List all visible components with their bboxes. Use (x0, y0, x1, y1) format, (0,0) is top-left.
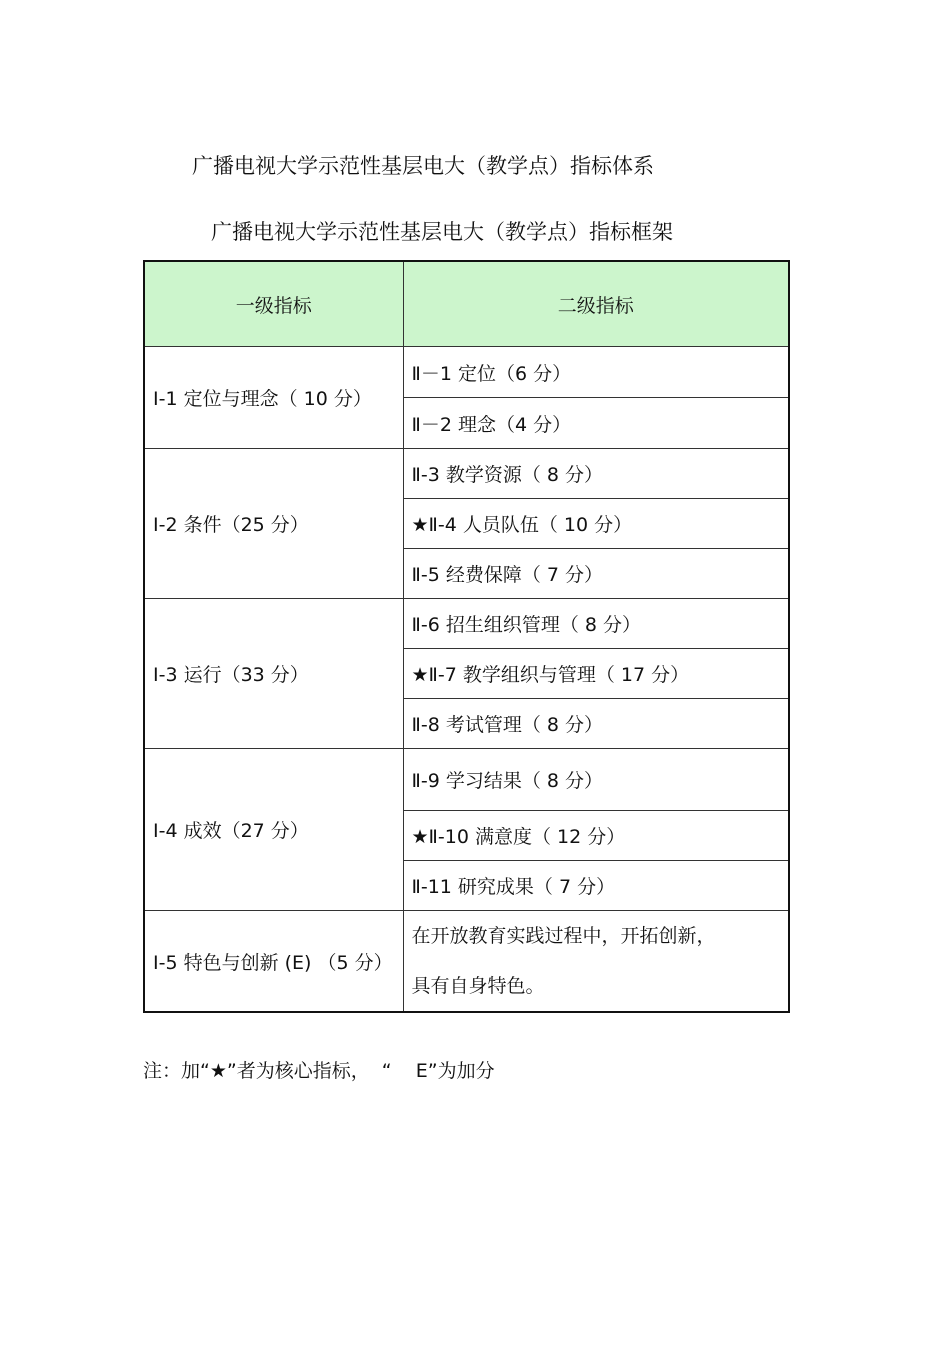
level2-cell: Ⅱ－2 理念（4 分） (403, 398, 789, 449)
indicator-framework-table (143, 260, 790, 1013)
innovation-line-1: 在开放教育实践过程中，开拓创新， (411, 925, 716, 947)
level2-cell: Ⅱ-9 学习结果（ 8 分） (403, 749, 789, 811)
level1-cell-2: I-2 条件（25 分） (144, 449, 403, 599)
document-title: 广播电视大学示范性基层电大（教学点）指标体系 (192, 154, 654, 178)
level1-cell-1: I-1 定位与理念（ 10 分） (144, 347, 403, 449)
header-level1: 一级指标 (144, 261, 403, 347)
level2-cell: Ⅱ-8 考试管理（ 8 分） (403, 699, 789, 749)
level1-cell-4: I-4 成效（27 分） (144, 749, 403, 911)
level2-cell-core: ★Ⅱ-4 人员队伍（ 10 分） (403, 499, 789, 549)
level2-cell-core: ★Ⅱ-10 满意度（ 12 分） (403, 811, 789, 861)
level2-cell: Ⅱ-3 教学资源（ 8 分） (403, 449, 789, 499)
level2-cell-core: ★Ⅱ-7 教学组织与管理（ 17 分） (403, 649, 789, 699)
level1-cell-5: I-5 特色与创新 (E) （5 分） (144, 911, 403, 1013)
innovation-description-cell (403, 911, 789, 1013)
footnote: 注：加“★”者为核心指标， “ E”为加分 (143, 1060, 495, 1082)
table-row (144, 749, 789, 811)
table-row (144, 449, 789, 499)
level1-cell-3: I-3 运行（33 分） (144, 599, 403, 749)
table-row (144, 911, 789, 1013)
table-header-row (144, 261, 789, 347)
level2-cell: Ⅱ-5 经费保障（ 7 分） (403, 549, 789, 599)
level2-cell: Ⅱ-11 研究成果（ 7 分） (403, 861, 789, 911)
innovation-line-2: 具有自身特色。 (411, 975, 545, 997)
level2-cell: Ⅱ－1 定位（6 分） (403, 347, 789, 398)
level2-cell: Ⅱ-6 招生组织管理（ 8 分） (403, 599, 789, 649)
header-level2: 二级指标 (403, 261, 789, 347)
table-row (144, 599, 789, 649)
table-row (144, 347, 789, 398)
table-caption: 广播电视大学示范性基层电大（教学点）指标框架 (211, 220, 673, 244)
